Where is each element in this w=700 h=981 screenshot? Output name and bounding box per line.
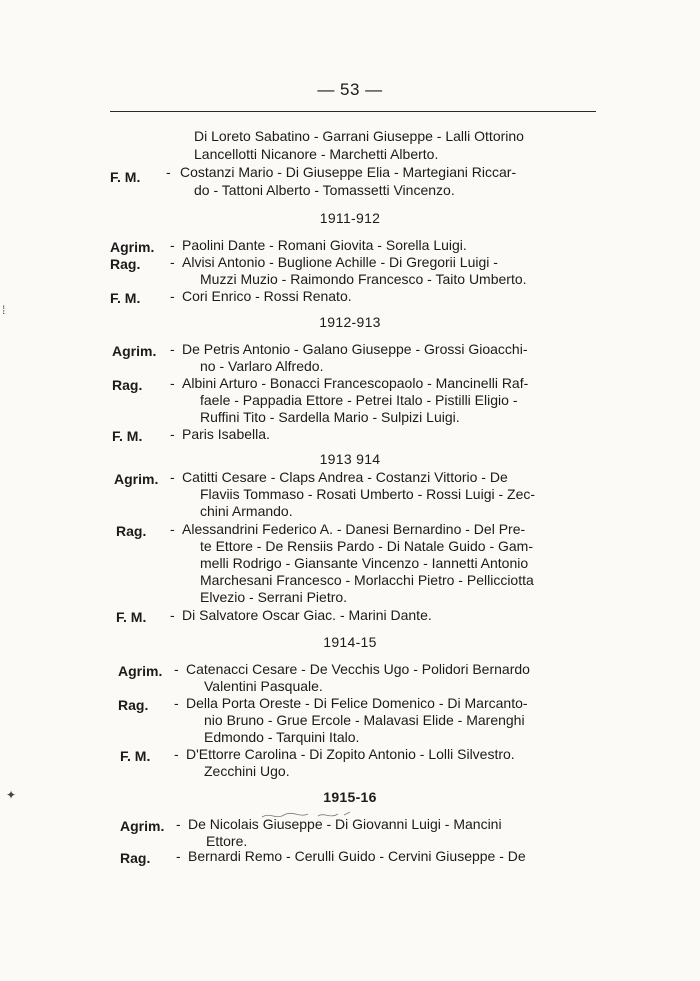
entry-line: melli Rodrigo - Giansante Vincenzo - Iannetti Antonio <box>200 555 529 571</box>
year-heading: 1914-15 <box>323 634 377 650</box>
entry-line: Catitti Cesare - Claps Andrea - Costanzi Vittorio - De <box>182 469 508 485</box>
entry-line: te Ettore - De Rensiis Pardo - Di Natale Guido - Gam- <box>200 538 534 554</box>
entry-line: Albini Arturo - Bonacci Francescopaolo - Mancinelli Raf- <box>182 375 529 391</box>
entry-line: Alvisi Antonio - Buglione Achille - Di Gregorii Luigi - <box>182 254 498 270</box>
group-label: Rag. <box>120 850 151 866</box>
group-label: F. M. <box>110 169 141 185</box>
entry-line: chini Armando. <box>200 503 293 519</box>
group-label: Agrim. <box>114 471 159 487</box>
intro-line: Di Loreto Sabatino - Garrani Giuseppe - Lalli Ottorino <box>194 128 524 144</box>
header-rule <box>110 111 596 112</box>
entry-line: Elvezio - Serrani Pietro. <box>200 589 348 605</box>
group-label: Agrim. <box>118 663 163 679</box>
group-label: F. M. <box>120 748 151 764</box>
group-dash: - <box>170 607 175 623</box>
group-dash: - <box>170 375 175 391</box>
entry-line: faele - Pappadia Ettore - Petrei Italo - Pistilli Eligio - <box>200 392 518 408</box>
entry-line: De Nicolais Giuseppe - Di Giovanni Luigi - Mancini <box>188 816 502 832</box>
entry-line: no - Varlaro Alfredo. <box>200 358 324 374</box>
group-dash: - <box>166 164 171 180</box>
group-dash: - <box>174 661 179 677</box>
entry-line: Muzzi Muzio - Raimondo Francesco - Taito Umberto. <box>200 271 527 287</box>
entry-line: Marchesani Francesco - Morlacchi Pietro - Pellicciotta <box>200 572 534 588</box>
group-label: Agrim. <box>120 818 165 834</box>
entry-line: Edmondo - Tarquini Italo. <box>204 729 360 745</box>
entry-line: Costanzi Mario - Di Giuseppe Elia - Martegiani Riccar- <box>180 164 517 180</box>
entry-line: Della Porta Oreste - Di Felice Domenico - Di Marcanto- <box>186 695 528 711</box>
entry-line: Ettore. <box>206 833 248 849</box>
entry-line: Valentini Pasquale. <box>204 678 323 694</box>
group-dash: - <box>170 254 175 270</box>
year-heading: 1913 914 <box>319 451 381 467</box>
group-label: Rag. <box>110 256 141 272</box>
group-dash: - <box>174 746 179 762</box>
entry-line: nio Bruno - Grue Ercole - Malavasi Elide - Marenghi <box>204 712 525 728</box>
group-dash: - <box>170 237 175 253</box>
group-label: F. M. <box>110 290 141 306</box>
group-dash: - <box>170 469 175 485</box>
group-label: Rag. <box>118 697 149 713</box>
entry-line: Flaviis Tommaso - Rosati Umberto - Rossi Luigi - Zec- <box>200 486 536 502</box>
entry-line: Catenacci Cesare - De Vecchis Ugo - Polidori Bernardo <box>186 661 530 677</box>
group-dash: - <box>170 341 175 357</box>
group-dash: - <box>170 521 175 537</box>
intro-line: Lancellotti Nicanore - Marchetti Alberto. <box>194 146 439 162</box>
group-dash: - <box>176 848 181 864</box>
group-dash: - <box>170 288 175 304</box>
group-label: Agrim. <box>112 343 157 359</box>
entry-line: Paolini Dante - Romani Giovita - Sorella Luigi. <box>182 237 467 253</box>
group-label: F. M. <box>112 428 143 444</box>
margin-mark: ⁞ <box>2 303 6 317</box>
year-heading: 1911-912 <box>319 210 381 226</box>
pencil-scribble <box>260 808 360 822</box>
margin-mark: ✦ <box>6 788 17 802</box>
entry-line: do - Tattoni Alberto - Tomassetti Vincenzo. <box>194 182 455 198</box>
entry-line: Ruffini Tito - Sardella Mario - Sulpizi Luigi. <box>200 409 460 425</box>
group-label: F. M. <box>116 609 147 625</box>
group-dash: - <box>170 426 175 442</box>
entry-line: Bernardi Remo - Cerulli Guido - Cervini Giuseppe - De <box>188 848 526 864</box>
group-label: Rag. <box>112 377 143 393</box>
group-dash: - <box>176 816 181 832</box>
entry-line: Zecchini Ugo. <box>204 763 290 779</box>
year-heading: 1915-16 <box>323 789 377 805</box>
group-label: Rag. <box>116 523 147 539</box>
entry-line: De Petris Antonio - Galano Giuseppe - Grossi Gioacchi- <box>182 341 528 357</box>
year-heading: 1912-913 <box>319 314 381 330</box>
group-dash: - <box>174 695 179 711</box>
entry-line: Alessandrini Federico A. - Danesi Bernardino - Del Pre- <box>182 521 526 537</box>
page-number: — 53 — <box>317 80 383 99</box>
group-label: Agrim. <box>110 239 155 255</box>
entry-line: Paris Isabella. <box>182 426 270 442</box>
entry-line: Di Salvatore Oscar Giac. - Marini Dante. <box>182 607 432 623</box>
entry-line: D'Ettorre Carolina - Di Zopito Antonio - Lolli Silvestro. <box>186 746 515 762</box>
entry-line: Cori Enrico - Rossi Renato. <box>182 288 352 304</box>
